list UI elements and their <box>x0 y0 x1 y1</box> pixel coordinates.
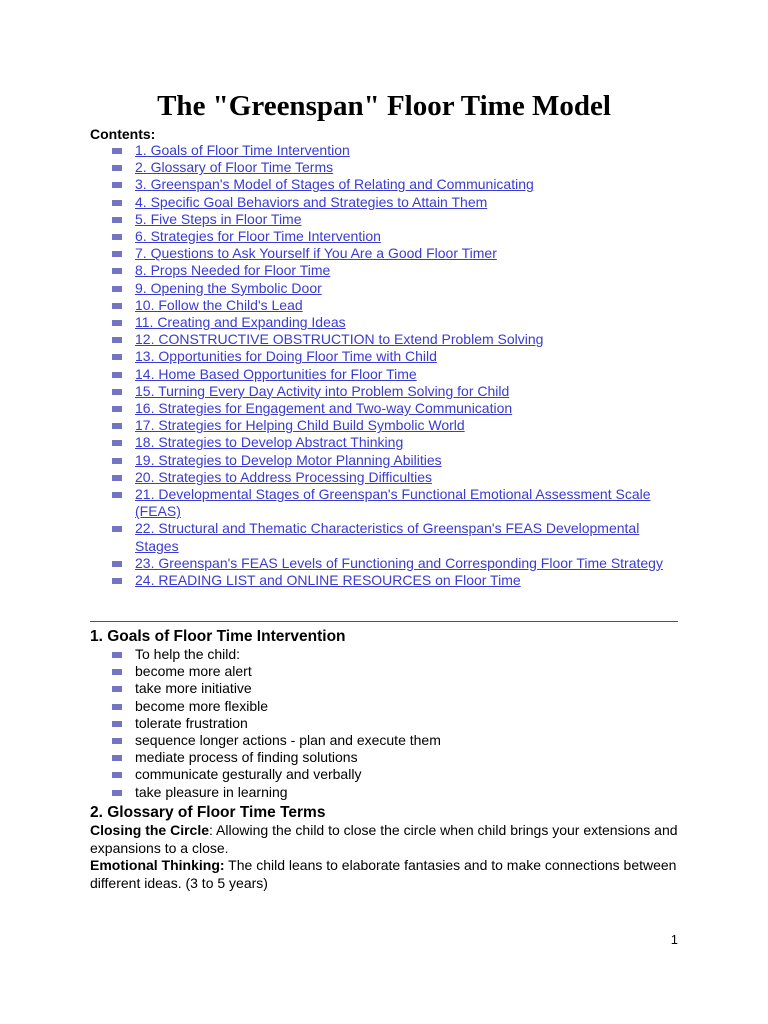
toc-link[interactable]: 15. Turning Every Day Activity into Problem Solving for Child <box>135 382 510 399</box>
square-bullet-icon <box>112 320 122 326</box>
list-item <box>0 646 768 663</box>
toc-link[interactable]: 19. Strategies to Develop Motor Planning Abilities <box>135 451 442 468</box>
toc-item <box>0 452 768 469</box>
glossary-term: Closing the Circle <box>90 822 210 838</box>
square-bullet-icon <box>112 526 122 532</box>
toc-link[interactable]: 23. Greenspan's FEAS Levels of Functioning and Corresponding Floor Time Strategy <box>135 554 663 571</box>
square-bullet-icon <box>112 182 122 188</box>
square-bullet-icon <box>112 790 122 796</box>
toc-link[interactable]: 13. Opportunities for Doing Floor Time with Child <box>135 348 437 365</box>
square-bullet-icon <box>112 200 122 206</box>
square-bullet-icon <box>112 440 122 446</box>
toc-item <box>0 469 768 486</box>
glossary-definition: : Allowing the child to close the circle when child brings your extensions and expansions to a close. <box>90 822 678 856</box>
list-item-text: tolerate frustration <box>135 714 248 731</box>
square-bullet-icon <box>112 234 122 240</box>
list-item-text: take pleasure in learning <box>135 783 288 800</box>
glossary-definition: The child leans to elaborate fantasies and to make connections between different ideas. (3 to 5 years) <box>90 857 677 891</box>
square-bullet-icon <box>112 475 122 481</box>
section-1-heading: 1. Goals of Floor Time Intervention <box>90 628 346 645</box>
list-item-text: become more flexible <box>135 697 269 714</box>
toc-link[interactable]: 6. Strategies for Floor Time Intervention <box>135 228 381 245</box>
goals-list <box>0 646 768 801</box>
square-bullet-icon <box>112 406 122 412</box>
section-2-heading: 2. Glossary of Floor Time Terms <box>90 804 326 821</box>
toc-item <box>0 245 768 262</box>
square-bullet-icon <box>112 652 122 658</box>
toc-item <box>0 211 768 228</box>
toc-link[interactable]: 7. Questions to Ask Yourself if You Are a Good Floor Timer <box>135 245 497 262</box>
toc-item <box>0 486 768 520</box>
toc-item <box>0 383 768 400</box>
list-item <box>0 698 768 715</box>
toc-item <box>0 142 768 159</box>
list-item <box>0 784 768 801</box>
toc-item <box>0 176 768 193</box>
toc-item <box>0 331 768 348</box>
toc-item <box>0 417 768 434</box>
square-bullet-icon <box>112 148 122 154</box>
list-item <box>0 680 768 697</box>
list-item <box>0 749 768 766</box>
square-bullet-icon <box>112 389 122 395</box>
list-item <box>0 766 768 783</box>
toc-item <box>0 400 768 417</box>
square-bullet-icon <box>112 423 122 429</box>
toc-item <box>0 555 768 572</box>
toc-link[interactable]: 21. Developmental Stages of Greenspan's Functional Emotional Assessment Scale (FEAS) <box>135 486 651 520</box>
toc-item <box>0 572 768 589</box>
square-bullet-icon <box>112 303 122 309</box>
toc-item <box>0 159 768 176</box>
toc-item <box>0 228 768 245</box>
square-bullet-icon <box>112 251 122 257</box>
square-bullet-icon <box>112 578 122 584</box>
toc-link[interactable]: 20. Strategies to Address Processing Difficulties <box>135 468 433 485</box>
square-bullet-icon <box>112 337 122 343</box>
toc-link[interactable]: 5. Five Steps in Floor Time <box>135 210 302 227</box>
list-item-text: become more alert <box>135 663 252 680</box>
list-item <box>0 663 768 680</box>
toc-link[interactable]: 2. Glossary of Floor Time Terms <box>135 159 334 176</box>
toc-link[interactable]: 22. Structural and Thematic Characteristics of Greenspan's FEAS Developmental Stages <box>135 520 640 554</box>
square-bullet-icon <box>112 286 122 292</box>
toc-link[interactable]: 16. Strategies for Engagement and Two-way Communication <box>135 400 513 417</box>
toc-item <box>0 314 768 331</box>
toc-item <box>0 520 768 554</box>
list-item-text: mediate process of finding solutions <box>135 749 358 766</box>
page-number: 1 <box>670 932 678 947</box>
toc-link[interactable]: 11. Creating and Expanding Ideas <box>135 314 346 331</box>
toc-link[interactable]: 12. CONSTRUCTIVE OBSTRUCTION to Extend Problem Solving <box>135 331 544 348</box>
toc-link[interactable]: 1. Goals of Floor Time Intervention <box>135 142 350 158</box>
list-item-text: communicate gesturally and verbally <box>135 766 362 783</box>
toc-link[interactable]: 10. Follow the Child's Lead <box>135 296 303 313</box>
section-divider <box>90 621 678 622</box>
square-bullet-icon <box>112 372 122 378</box>
square-bullet-icon <box>112 354 122 360</box>
toc-link[interactable]: 17. Strategies for Helping Child Build Symbolic World <box>135 417 465 434</box>
toc-item <box>0 262 768 279</box>
square-bullet-icon <box>112 217 122 223</box>
glossary-entry-closing-the-circle <box>90 822 680 857</box>
toc-item <box>0 366 768 383</box>
square-bullet-icon <box>112 755 122 761</box>
square-bullet-icon <box>112 772 122 778</box>
page-title: The "Greenspan" Floor Time Model <box>157 90 611 122</box>
toc-link[interactable]: 18. Strategies to Develop Abstract Thinking <box>135 434 404 451</box>
list-item-text: sequence longer actions - plan and execute them <box>135 732 441 749</box>
toc-item <box>0 348 768 365</box>
list-item <box>0 715 768 732</box>
list-item-text: To help the child: <box>135 646 241 662</box>
toc-link[interactable]: 3. Greenspan's Model of Stages of Relating and Communicating <box>135 176 534 193</box>
glossary-entry-emotional-thinking <box>90 857 680 892</box>
square-bullet-icon <box>112 686 122 692</box>
glossary-term: Emotional Thinking: <box>90 857 225 873</box>
square-bullet-icon <box>112 561 122 567</box>
toc-item <box>0 280 768 297</box>
square-bullet-icon <box>112 165 122 171</box>
square-bullet-icon <box>112 458 122 464</box>
table-of-contents <box>0 142 768 589</box>
contents-label: Contents: <box>90 126 156 142</box>
list-item-text: take more initiative <box>135 680 252 697</box>
square-bullet-icon <box>112 492 122 498</box>
toc-link[interactable]: 9. Opening the Symbolic Door <box>135 279 322 296</box>
list-item <box>0 732 768 749</box>
toc-link[interactable]: 24. READING LIST and ONLINE RESOURCES on Floor Time <box>135 572 521 589</box>
square-bullet-icon <box>112 738 122 744</box>
toc-item <box>0 434 768 451</box>
toc-link[interactable]: 14. Home Based Opportunities for Floor Time <box>135 365 417 382</box>
square-bullet-icon <box>112 704 122 710</box>
toc-link[interactable]: 8. Props Needed for Floor Time <box>135 262 331 279</box>
toc-item <box>0 297 768 314</box>
toc-link[interactable]: 4. Specific Goal Behaviors and Strategies to Attain Them <box>135 193 488 210</box>
square-bullet-icon <box>112 669 122 675</box>
toc-item <box>0 194 768 211</box>
square-bullet-icon <box>112 721 122 727</box>
square-bullet-icon <box>112 268 122 274</box>
